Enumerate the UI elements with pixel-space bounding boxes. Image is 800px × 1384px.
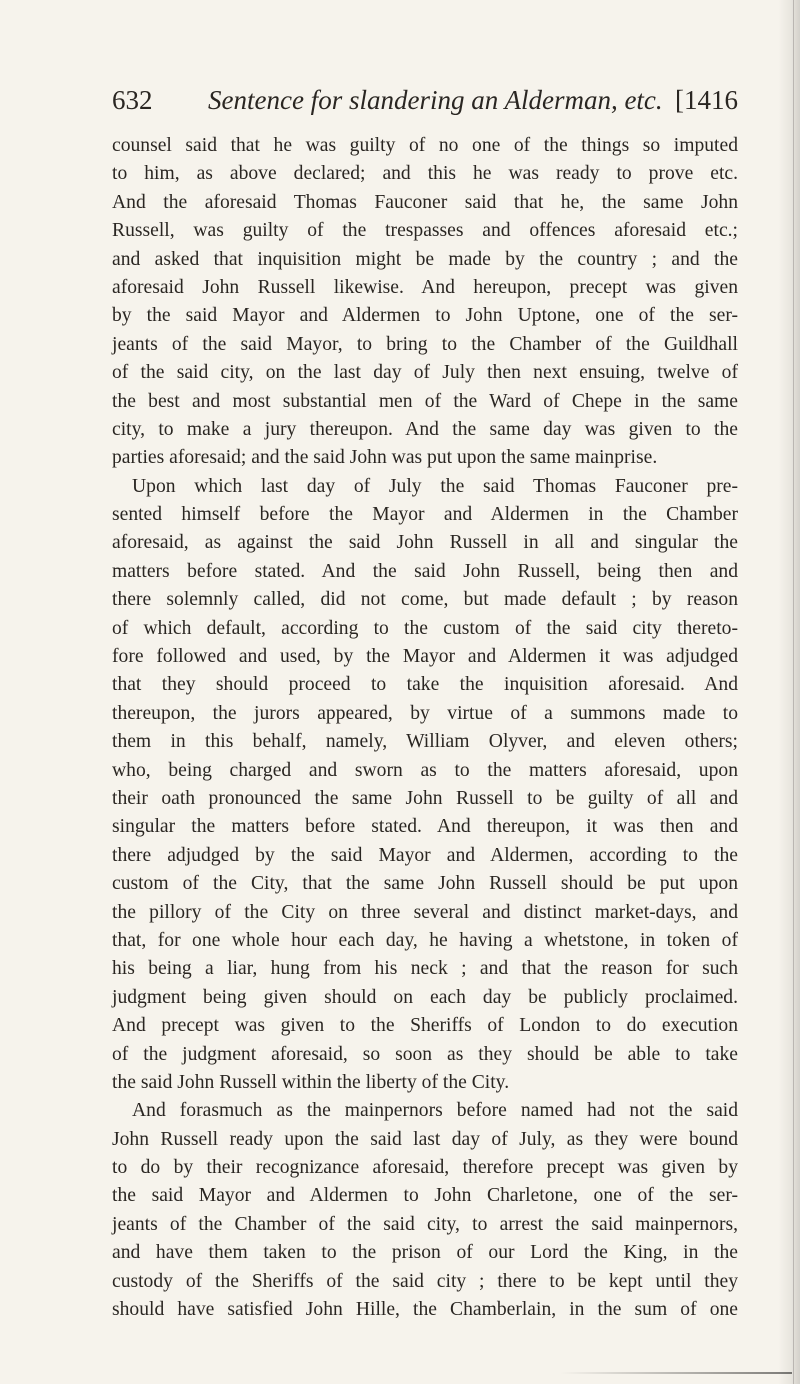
text-line: that, for one whole hour each day, he having a whetstone, in token of <box>112 929 738 951</box>
text-line: aforesaid, as against the said John Russell in all and singular the <box>112 532 738 554</box>
text-line: the pillory of the City on three several and distinct market-days, and <box>112 901 738 923</box>
text-line: by the said Mayor and Aldermen to John Uptone, one of the ser- <box>112 305 738 327</box>
text-line: thereupon, the jurors appeared, by virtue of a summons made to <box>112 702 738 724</box>
text-line-paragraph-start: And forasmuch as the mainpernors before named had not the said <box>132 1100 738 1122</box>
text-line: of which default, according to the custom of the said city thereto- <box>112 617 738 639</box>
text-line-paragraph-end: the said John Russell within the liberty of the City. <box>112 1071 510 1093</box>
text-line: sented himself before the Mayor and Aldermen in the Chamber <box>112 504 738 526</box>
text-line: Russell, was guilty of the trespasses and offences aforesaid etc.; <box>112 220 738 242</box>
body-text <box>112 132 738 1324</box>
text-line: John Russell ready upon the said last day of July, as they were bound <box>112 1128 738 1150</box>
page-bottom-shadow <box>560 1372 792 1374</box>
text-line: and have them taken to the prison of our Lord the King, in the <box>112 1242 738 1264</box>
text-line: custody of the Sheriffs of the said city ; there to be kept until they <box>112 1270 738 1292</box>
text-line: And the aforesaid Thomas Fauconer said that he, the same John <box>112 191 738 213</box>
text-line: counsel said that he was guilty of no one of the things so imputed <box>112 135 738 156</box>
text-line: jeants of the Chamber of the said city, to arrest the said mainpernors, <box>112 1213 738 1235</box>
text-line: who, being charged and sworn as to the matters aforesaid, upon <box>112 759 738 781</box>
text-line: of the judgment aforesaid, so soon as they should be able to take <box>112 1043 738 1065</box>
text-line: should have satisfied John Hille, the Chamberlain, in the sum of one <box>112 1299 738 1321</box>
text-line: of the said city, on the last day of July then next ensuing, twelve of <box>112 362 738 384</box>
text-line: the best and most substantial men of the Ward of Chepe in the same <box>112 390 738 412</box>
page-number: 632 <box>112 85 153 115</box>
text-line: singular the matters before stated. And thereupon, it was then and <box>112 816 738 838</box>
text-line-paragraph-end: parties aforesaid; and the said John was put upon the same mainprise. <box>112 447 658 469</box>
text-line: aforesaid John Russell likewise. And hereupon, precept was given <box>112 276 738 298</box>
running-head <box>112 80 738 120</box>
text-line: and asked that inquisition might be made by the country ; and the <box>112 248 738 270</box>
text-line: to him, as above declared; and this he was ready to prove etc. <box>112 163 738 185</box>
page-edge-line <box>793 0 794 1384</box>
text-line: to do by their recognizance aforesaid, therefore precept was given by <box>112 1157 738 1179</box>
text-line: there solemnly called, did not come, but made default ; by reason <box>112 589 738 611</box>
text-line: custom of the City, that the same John Russell should be put upon <box>112 873 738 895</box>
text-line: city, to make a jury thereupon. And the same day was given to the <box>112 418 738 440</box>
text-line: the said Mayor and Aldermen to John Charletone, one of the ser- <box>112 1185 738 1207</box>
text-line: their oath pronounced the same John Russell to be guilty of all and <box>112 787 738 809</box>
text-line: And precept was given to the Sheriffs of London to do execution <box>112 1015 738 1037</box>
text-line: that they should proceed to take the inquisition aforesaid. And <box>112 674 738 696</box>
text-line: them in this behalf, namely, William Olyver, and eleven others; <box>112 731 738 753</box>
running-head-year: [1416 <box>675 85 738 115</box>
running-head-title: Sentence for slandering an Alderman, etc. <box>208 85 663 115</box>
text-line-paragraph-start: Upon which last day of July the said Thomas Fauconer pre- <box>132 475 738 497</box>
text-line: his being a liar, hung from his neck ; and that the reason for such <box>112 958 738 980</box>
page-edge-shadow <box>778 0 800 1384</box>
text-line: matters before stated. And the said John Russell, being then and <box>112 560 738 582</box>
text-line: jeants of the said Mayor, to bring to the Chamber of the Guildhall <box>112 333 738 355</box>
text-line: judgment being given should on each day be publicly proclaimed. <box>112 986 738 1008</box>
text-line: there adjudged by the said Mayor and Aldermen, according to the <box>112 844 738 866</box>
text-line: fore followed and used, by the Mayor and Aldermen it was adjudged <box>112 646 738 668</box>
